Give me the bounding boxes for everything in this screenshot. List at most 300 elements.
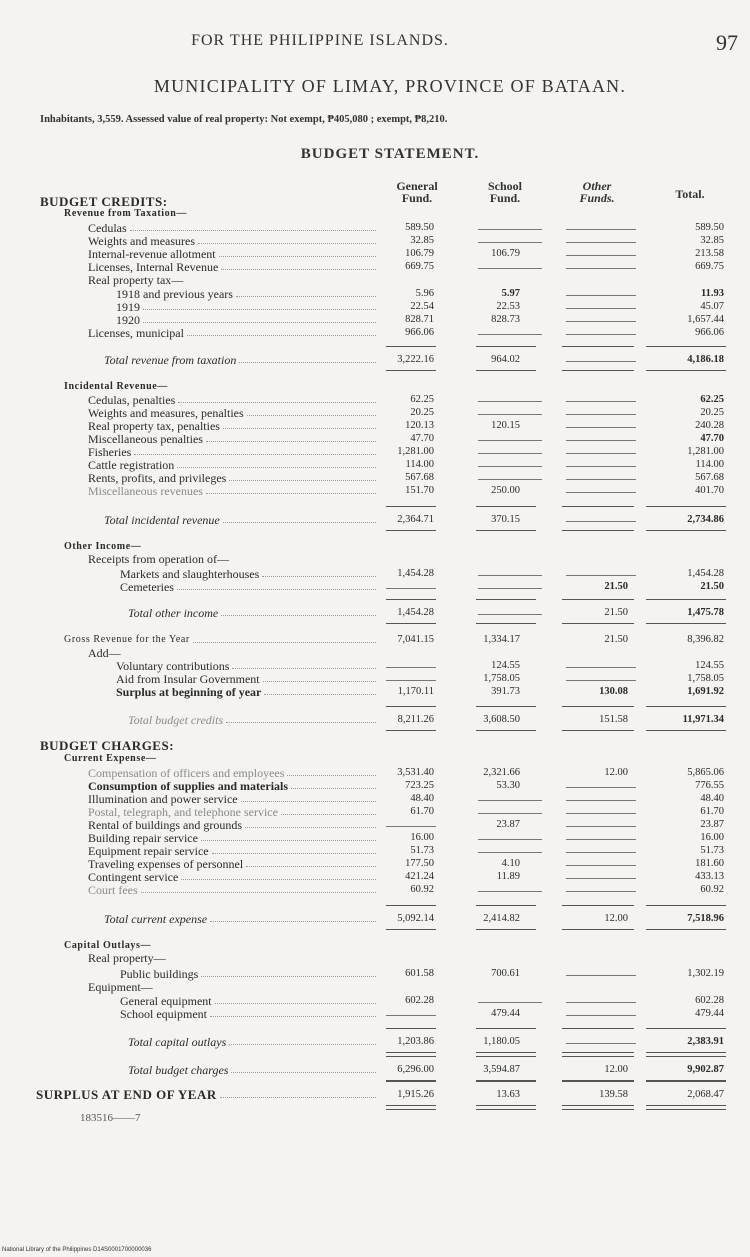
school-empty-dash xyxy=(478,575,542,576)
table-row xyxy=(0,952,750,964)
general-value: 60.92 xyxy=(410,884,434,895)
row-label: Revenue from Taxation— xyxy=(64,208,188,219)
school-value: 120.15 xyxy=(491,420,520,431)
other-empty-dash xyxy=(566,1002,636,1003)
general-value: 8,211.26 xyxy=(397,714,434,725)
total-value: 48.40 xyxy=(700,793,724,804)
total-value: 60.92 xyxy=(700,884,724,895)
row-label: Real property tax— xyxy=(88,273,184,287)
dot-leader xyxy=(193,642,376,644)
row-label: Cedulas, penalties xyxy=(88,393,176,407)
table-row xyxy=(0,459,750,471)
total-value: 1,454.28 xyxy=(687,568,724,579)
general-value: 5,092.14 xyxy=(397,913,434,924)
other-empty-dash xyxy=(566,242,636,243)
dot-leader xyxy=(229,480,376,482)
table-row xyxy=(0,485,750,497)
other-empty-dash xyxy=(566,975,636,976)
dot-leader xyxy=(221,615,376,617)
table-row xyxy=(0,248,750,260)
school-value: 3,608.50 xyxy=(483,714,520,725)
row-label: Licenses, Internal Revenue xyxy=(88,260,219,274)
total-value: 240.28 xyxy=(695,420,724,431)
total-value: 21.50 xyxy=(700,581,724,592)
total-value: 9,902.87 xyxy=(687,1064,724,1075)
other-empty-dash xyxy=(566,321,636,322)
row-label: Equipment— xyxy=(88,980,153,994)
column-header-general: General Fund. xyxy=(396,179,438,205)
printer-code: 183516——7 xyxy=(80,1112,141,1124)
table-row xyxy=(0,354,750,366)
school-value: 479.44 xyxy=(491,1008,520,1019)
row-label: Real property tax, penalties xyxy=(88,419,220,433)
general-value: 177.50 xyxy=(405,858,434,869)
other-empty-dash xyxy=(566,667,636,668)
dot-leader xyxy=(221,269,376,271)
dot-leader xyxy=(177,467,376,469)
school-empty-dash xyxy=(478,614,542,615)
total-underline xyxy=(562,929,634,930)
other-value: 12.00 xyxy=(604,767,628,778)
school-empty-dash xyxy=(478,852,542,853)
general-value: 20.25 xyxy=(410,407,434,418)
other-empty-dash xyxy=(566,401,636,402)
school-value: 23.87 xyxy=(496,819,520,830)
row-label: Markets and slaughterhouses xyxy=(120,567,260,581)
other-empty-dash xyxy=(566,308,636,309)
dot-leader xyxy=(178,402,376,404)
sum-rule xyxy=(646,1056,726,1057)
other-value: 12.00 xyxy=(604,1064,628,1075)
total-underline xyxy=(562,1052,634,1053)
other-empty-dash xyxy=(566,1043,636,1044)
sum-rule xyxy=(386,506,436,507)
row-label: Postal, telegraph, and telephone service xyxy=(88,805,278,819)
school-empty-dash xyxy=(478,414,542,415)
dot-leader xyxy=(264,694,376,696)
table-row xyxy=(0,806,750,818)
dot-leader xyxy=(201,976,376,978)
total-underline xyxy=(646,730,726,731)
sum-rule xyxy=(386,1081,436,1082)
general-value: 7,041.15 xyxy=(397,634,434,645)
row-label: Weights and measures, penalties xyxy=(88,406,244,420)
table-row xyxy=(0,196,750,208)
school-value: 13.63 xyxy=(496,1089,520,1100)
row-label: Licenses, municipal xyxy=(88,326,184,340)
total-underline xyxy=(476,730,536,731)
total-value: 401.70 xyxy=(695,485,724,496)
table-row xyxy=(0,995,750,1007)
general-empty-dash xyxy=(386,826,436,827)
other-empty-dash xyxy=(566,787,636,788)
inhabitants-line: Inhabitants, 3,559. Assessed value of real property: Not exempt, ₱405,080 ; exempt, ₱8,210. xyxy=(40,114,448,125)
other-value: 130.08 xyxy=(599,686,628,697)
other-empty-dash xyxy=(566,575,636,576)
total-value: 1,758.05 xyxy=(687,673,724,684)
table-row xyxy=(0,714,750,726)
general-value: 51.73 xyxy=(410,845,434,856)
other-empty-dash xyxy=(566,839,636,840)
row-label: 1919 xyxy=(116,300,140,314)
other-empty-dash xyxy=(566,878,636,879)
school-value: 11.89 xyxy=(496,871,520,882)
row-label: Other Income— xyxy=(64,541,142,552)
general-value: 114.00 xyxy=(405,459,434,470)
dot-leader xyxy=(187,335,376,337)
total-value: 51.73 xyxy=(700,845,724,856)
general-value: 6,296.00 xyxy=(397,1064,434,1075)
school-value: 1,758.05 xyxy=(483,673,520,684)
column-header-total: Total. xyxy=(675,187,705,201)
other-empty-dash xyxy=(566,800,636,801)
table-row xyxy=(0,1008,750,1020)
school-empty-dash xyxy=(478,440,542,441)
row-label: Cattle registration xyxy=(88,458,175,472)
dot-leader xyxy=(134,454,376,456)
other-empty-dash xyxy=(566,852,636,853)
row-label: SURPLUS AT END OF YEAR xyxy=(36,1087,217,1102)
table-row xyxy=(0,327,750,339)
table-row xyxy=(0,858,750,870)
row-label: Weights and measures xyxy=(88,234,196,248)
total-value: 2,734.86 xyxy=(687,514,724,525)
general-value: 3,531.40 xyxy=(397,767,434,778)
sum-rule xyxy=(562,1028,634,1029)
general-value: 32.85 xyxy=(410,235,434,246)
row-label: School equipment xyxy=(120,1007,207,1021)
school-value: 2,414.82 xyxy=(483,913,520,924)
row-label: Cedulas xyxy=(88,221,127,235)
total-underline xyxy=(646,929,726,930)
row-label: Public buildings xyxy=(120,967,199,981)
table-row xyxy=(0,845,750,857)
total-value: 1,475.78 xyxy=(687,607,724,618)
dot-leader xyxy=(143,322,376,324)
total-underline xyxy=(562,370,634,371)
total-underline xyxy=(476,530,536,531)
table-row xyxy=(0,568,750,580)
sum-rule xyxy=(646,1028,726,1029)
dot-leader xyxy=(141,892,376,894)
other-empty-dash xyxy=(566,813,636,814)
dot-leader xyxy=(220,1097,376,1099)
table-row xyxy=(0,767,750,779)
total-value: 181.60 xyxy=(695,858,724,869)
school-value: 700.61 xyxy=(491,968,520,979)
row-label: Court fees xyxy=(88,883,138,897)
table-row xyxy=(0,288,750,300)
dot-leader xyxy=(226,722,376,724)
sum-rule xyxy=(562,1081,634,1082)
school-empty-dash xyxy=(478,401,542,402)
table-row xyxy=(0,660,750,672)
page-number: 97 xyxy=(716,30,738,55)
dot-leader xyxy=(223,428,376,430)
school-value: 3,594.87 xyxy=(483,1064,520,1075)
column-header-school: School Fund. xyxy=(487,179,522,205)
general-value: 669.75 xyxy=(405,261,434,272)
row-label: Aid from Insular Government xyxy=(116,672,260,686)
dot-leader xyxy=(262,576,376,578)
total-value: 602.28 xyxy=(695,995,724,1006)
general-value: 16.00 xyxy=(410,832,434,843)
total-value: 5,865.06 xyxy=(687,767,724,778)
total-underline xyxy=(562,1105,634,1110)
total-underline xyxy=(562,730,634,731)
general-value: 966.06 xyxy=(405,327,434,338)
general-empty-dash xyxy=(386,680,436,681)
other-empty-dash xyxy=(566,453,636,454)
statement-title: BUDGET STATEMENT. xyxy=(300,146,480,162)
row-label: Total incidental revenue xyxy=(104,513,220,527)
other-empty-dash xyxy=(566,466,636,467)
total-value: 61.70 xyxy=(700,806,724,817)
school-value: 964.02 xyxy=(491,354,520,365)
school-empty-dash xyxy=(478,466,542,467)
total-value: 213.58 xyxy=(695,248,724,259)
row-label: Incidental Revenue— xyxy=(64,381,168,392)
table-row xyxy=(0,514,750,526)
total-underline xyxy=(386,730,436,731)
general-value: 106.79 xyxy=(405,248,434,259)
school-value: 391.73 xyxy=(491,686,520,697)
dot-leader xyxy=(130,230,376,232)
school-value: 2,321.66 xyxy=(483,767,520,778)
dot-leader xyxy=(219,256,376,258)
other-empty-dash xyxy=(566,521,636,522)
table-row xyxy=(0,607,750,619)
total-value: 114.00 xyxy=(695,459,724,470)
row-label: Traveling expenses of personnel xyxy=(88,857,244,871)
dot-leader xyxy=(181,879,376,881)
row-label: Total other income xyxy=(128,606,219,620)
row-label: Internal-revenue allotment xyxy=(88,247,216,261)
total-value: 1,657.44 xyxy=(687,314,724,325)
table-row xyxy=(0,581,750,593)
table-row xyxy=(0,235,750,247)
total-value: 2,383.91 xyxy=(687,1036,724,1047)
other-value: 139.58 xyxy=(599,1089,628,1100)
sum-rule xyxy=(386,1056,436,1057)
total-underline xyxy=(476,1052,536,1053)
dot-leader xyxy=(223,522,376,524)
table-row xyxy=(0,884,750,896)
row-label: Contingent service xyxy=(88,870,179,884)
total-value: 11.93 xyxy=(700,288,724,299)
total-underline xyxy=(646,370,726,371)
general-value: 22.54 xyxy=(410,301,434,312)
dot-leader xyxy=(246,866,376,868)
general-empty-dash xyxy=(386,588,436,589)
row-label: Total budget charges xyxy=(128,1063,229,1077)
school-value: 53.30 xyxy=(496,780,520,791)
other-value: 151.58 xyxy=(599,714,628,725)
other-value: 21.50 xyxy=(604,634,628,645)
general-value: 151.70 xyxy=(405,485,434,496)
school-empty-dash xyxy=(478,891,542,892)
total-value: 11,971.34 xyxy=(682,714,724,725)
column-header-other: Other Funds. xyxy=(579,179,615,205)
dot-leader xyxy=(198,243,376,245)
general-value: 1,281.00 xyxy=(397,446,434,457)
general-value: 601.58 xyxy=(405,968,434,979)
dot-leader xyxy=(206,441,376,443)
school-empty-dash xyxy=(478,813,542,814)
row-label: Total revenue from taxation xyxy=(104,353,237,367)
dot-leader xyxy=(210,1016,376,1018)
dot-leader xyxy=(281,814,376,816)
other-empty-dash xyxy=(566,891,636,892)
dot-leader xyxy=(201,840,376,842)
row-label: Total budget credits xyxy=(128,713,224,727)
total-value: 479.44 xyxy=(695,1008,724,1019)
school-value: 1,180.05 xyxy=(483,1036,520,1047)
dot-leader xyxy=(241,801,376,803)
sum-rule xyxy=(646,1081,726,1082)
total-value: 433.13 xyxy=(695,871,724,882)
sum-rule xyxy=(562,905,634,906)
table-row xyxy=(0,208,750,220)
total-value: 2,068.47 xyxy=(687,1089,724,1100)
table-row xyxy=(0,314,750,326)
total-value: 776.55 xyxy=(695,780,724,791)
row-label: Current Expense— xyxy=(64,753,157,764)
school-value: 22.53 xyxy=(496,301,520,312)
row-label: Equipment repair service xyxy=(88,844,209,858)
school-empty-dash xyxy=(478,588,542,589)
total-underline xyxy=(386,929,436,930)
total-underline xyxy=(646,623,726,624)
sum-rule xyxy=(646,506,726,507)
dot-leader xyxy=(263,681,376,683)
sum-rule xyxy=(476,1028,536,1029)
total-value: 966.06 xyxy=(695,327,724,338)
table-row xyxy=(0,1089,750,1101)
school-empty-dash xyxy=(478,479,542,480)
sum-rule xyxy=(646,599,726,600)
total-underline xyxy=(476,370,536,371)
row-label: Gross Revenue for the Year xyxy=(64,634,190,645)
sum-rule xyxy=(476,1081,536,1082)
other-empty-dash xyxy=(566,680,636,681)
total-underline xyxy=(646,1105,726,1110)
total-value: 16.00 xyxy=(700,832,724,843)
sum-rule xyxy=(646,346,726,347)
total-value: 45.07 xyxy=(700,301,724,312)
general-empty-dash xyxy=(386,667,436,668)
other-empty-dash xyxy=(566,1015,636,1016)
table-row xyxy=(0,394,750,406)
total-value: 32.85 xyxy=(700,235,724,246)
table-row xyxy=(0,673,750,685)
general-empty-dash xyxy=(386,1015,436,1016)
general-value: 602.28 xyxy=(405,995,434,1006)
total-value: 124.55 xyxy=(695,660,724,671)
dot-leader xyxy=(143,309,376,311)
row-label: Add— xyxy=(88,646,121,660)
row-label: Illumination and power service xyxy=(88,792,238,806)
row-label: Voluntary contributions xyxy=(116,659,230,673)
sum-rule xyxy=(476,346,536,347)
school-value: 370.15 xyxy=(491,514,520,525)
total-underline xyxy=(646,1052,726,1053)
sum-rule xyxy=(562,706,634,707)
total-value: 4,186.18 xyxy=(687,354,724,365)
total-value: 567.68 xyxy=(695,472,724,483)
row-label: Receipts from operation of— xyxy=(88,552,229,566)
total-underline xyxy=(476,1105,536,1110)
row-label: 1920 xyxy=(116,313,140,327)
row-label: Rents, profits, and privileges xyxy=(88,471,227,485)
table-row xyxy=(0,261,750,273)
school-empty-dash xyxy=(478,229,542,230)
table-row xyxy=(0,420,750,432)
municipality-heading: MUNICIPALITY OF LIMAY, PROVINCE OF BATAAN. xyxy=(153,76,627,96)
other-empty-dash xyxy=(566,255,636,256)
school-value: 106.79 xyxy=(491,248,520,259)
table-row xyxy=(0,819,750,831)
total-underline xyxy=(646,530,726,531)
dot-leader xyxy=(287,775,376,777)
sum-rule xyxy=(646,905,726,906)
school-empty-dash xyxy=(478,242,542,243)
sum-rule xyxy=(562,346,634,347)
school-value: 124.55 xyxy=(491,660,520,671)
total-underline xyxy=(386,530,436,531)
other-empty-dash xyxy=(566,440,636,441)
table-row xyxy=(0,274,750,286)
general-value: 828.71 xyxy=(405,314,434,325)
table-row xyxy=(0,407,750,419)
school-empty-dash xyxy=(478,334,542,335)
other-empty-dash xyxy=(566,479,636,480)
row-label: Capital Outlays— xyxy=(64,940,152,951)
other-empty-dash xyxy=(566,361,636,362)
other-value: 21.50 xyxy=(604,607,628,618)
general-value: 5.96 xyxy=(415,288,434,299)
other-empty-dash xyxy=(566,334,636,335)
other-value: 12.00 xyxy=(604,913,628,924)
general-value: 1,170.11 xyxy=(397,686,434,697)
table-row xyxy=(0,647,750,659)
table-row xyxy=(0,780,750,792)
total-value: 589.50 xyxy=(695,222,724,233)
general-value: 3,222.16 xyxy=(397,354,434,365)
total-value: 1,302.19 xyxy=(687,968,724,979)
school-value: 4.10 xyxy=(501,858,520,869)
school-empty-dash xyxy=(478,453,542,454)
general-value: 61.70 xyxy=(410,806,434,817)
table-row xyxy=(0,871,750,883)
school-empty-dash xyxy=(478,800,542,801)
library-credit: National Library of the Philippines D14S0001700000036 xyxy=(2,1247,152,1253)
table-row xyxy=(0,433,750,445)
other-empty-dash xyxy=(566,865,636,866)
general-value: 1,454.28 xyxy=(397,607,434,618)
sum-rule xyxy=(386,706,436,707)
dot-leader xyxy=(247,415,376,417)
dot-leader xyxy=(206,493,376,495)
sum-rule xyxy=(562,506,634,507)
total-underline xyxy=(386,1105,436,1110)
total-value: 1,691.92 xyxy=(687,686,724,697)
row-label: BUDGET CREDITS: xyxy=(40,194,168,209)
total-underline xyxy=(386,623,436,624)
row-label: Real property— xyxy=(88,951,166,965)
total-underline xyxy=(476,929,536,930)
row-label: Consumption of supplies and materials xyxy=(88,779,289,793)
